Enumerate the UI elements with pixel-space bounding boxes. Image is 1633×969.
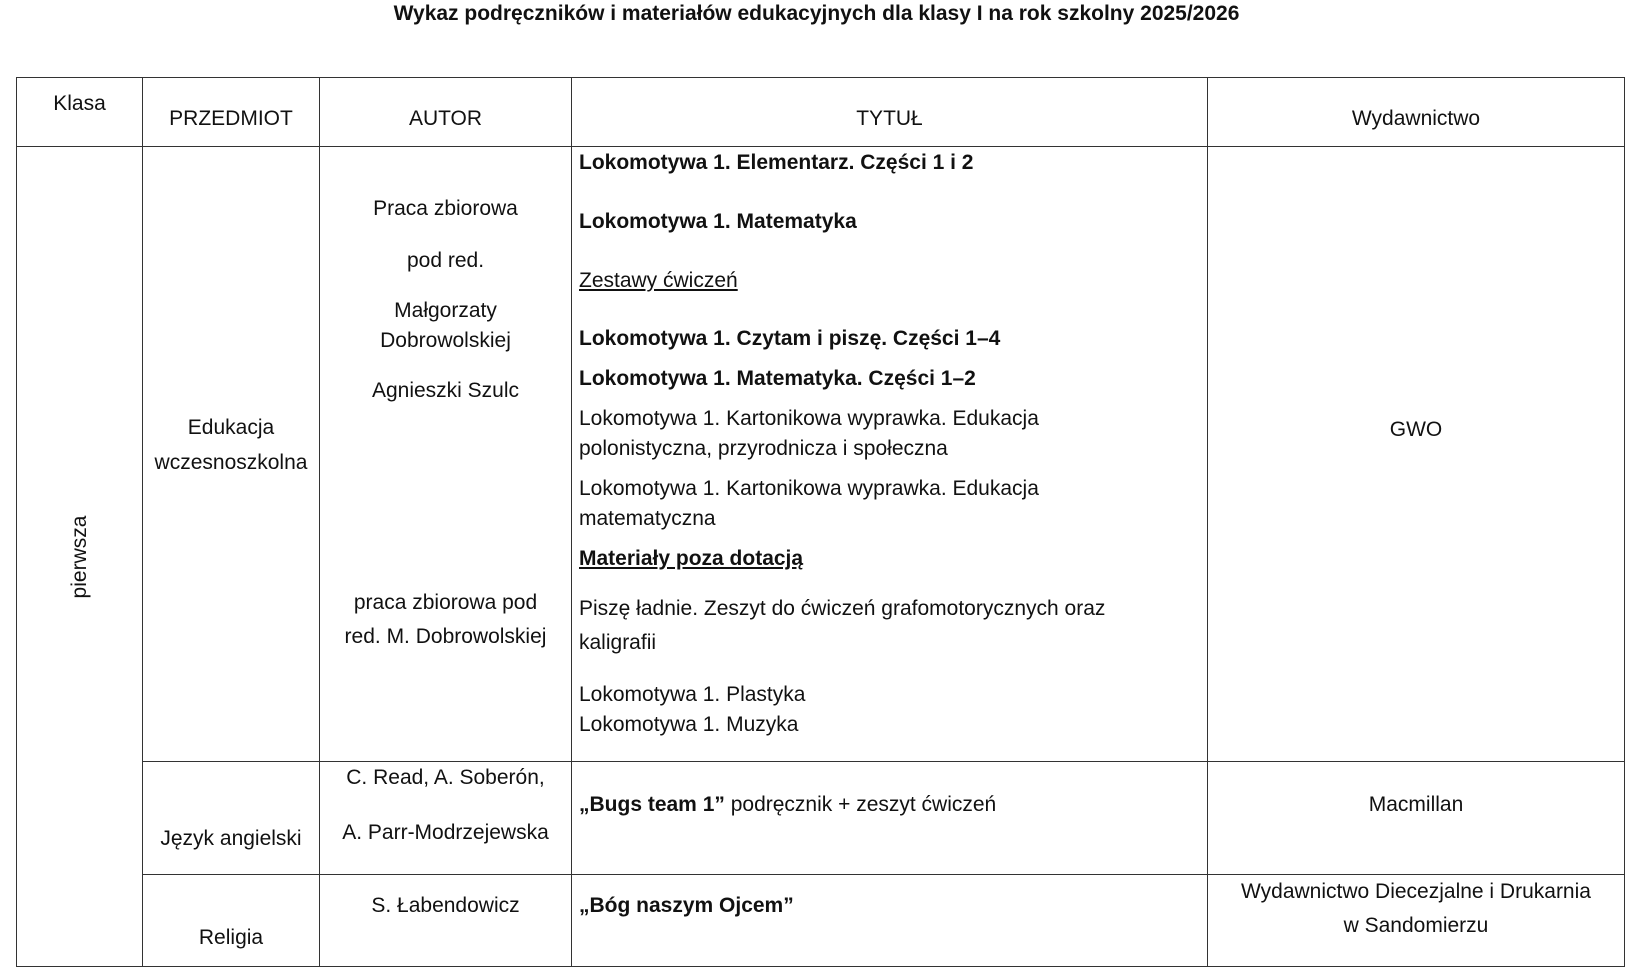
tytul-text: podręcznik + zeszyt ćwiczeń [724,793,997,816]
autor-text: S. Łabendowicz [371,894,520,917]
autor-cell [320,762,572,875]
tytul-text: Piszę ładnie. Zeszyt do ćwiczeń grafomotorycznych oraz [579,597,1106,620]
tytul-cell [572,875,1208,967]
autor-cell [320,147,572,762]
tytul-text: Lokomotywa 1. Kartonikowa wyprawka. Edukacja [579,407,1039,430]
tytul-line [579,790,1207,820]
autor-text: A. Parr-Modrzejewska [342,821,549,844]
tytul-text: polonistyczna, przyrodnicza i społeczna [579,437,948,460]
textbook-table [16,77,1625,967]
table-row [17,875,1625,967]
tytul-text: Lokomotywa 1. Matematyka [579,210,857,233]
table-header-row [17,78,1625,147]
autor-text: Praca zbiorowa [373,197,518,220]
przedmiot-cell [143,875,320,967]
przedmiot-text: Edukacja [187,416,275,439]
autor-text: Małgorzaty [394,299,497,322]
autor-text: pod red. [406,249,485,272]
autor-text: Dobrowolskiej [380,329,511,352]
tytul-cell [572,762,1208,875]
wydawnictwo-text: Macmillan [1368,793,1464,816]
tytul-text: Lokomotywa 1. Kartonikowa wyprawka. Edukacja [579,477,1039,500]
tytul-cell [572,147,1208,762]
tytul-text: Materiały poza dotacją [579,547,804,570]
wydawnictwo-cell [1208,875,1625,967]
klasa-value: pierwsza [67,515,91,598]
tytul-text: kaligrafii [579,631,657,654]
autor-text: Agnieszki Szulc [371,379,520,402]
tytul-bold-text: „Bugs team 1” [579,793,725,816]
przedmiot-text: Religia [198,926,264,949]
przedmiot-text: Język angielski [160,827,302,850]
tytul-text: Lokomotywa 1. Elementarz. Części 1 i 2 [579,151,974,174]
wydawnictwo-cell [1208,762,1625,875]
document-title: Wykaz podręczników i materiałów edukacyjnych dla klasy I na rok szkolny 2025/2026 [393,2,1240,25]
tytul-text: matematyczna [579,507,716,530]
przedmiot-text: wczesnoszkolna [154,451,308,474]
tytul-text: Lokomotywa 1. Plastyka [579,683,806,706]
przedmiot-cell [143,762,320,875]
header-przedmiot: PRZEDMIOT [143,78,320,147]
autor-text: C. Read, A. Soberón, [346,766,545,789]
tytul-text: Lokomotywa 1. Matematyka. Części 1–2 [579,367,976,390]
przedmiot-cell [143,147,320,762]
tytul-text: Lokomotywa 1. Czytam i piszę. Części 1–4 [579,327,1001,350]
wydawnictwo-cell [1208,147,1625,762]
header-tytul: TYTUŁ [572,78,1208,147]
header-autor: AUTOR [320,78,572,147]
wydawnictwo-text: Wydawnictwo Diecezjalne i Drukarnia [1241,880,1591,903]
header-wydawnictwo: Wydawnictwo [1208,78,1625,147]
header-klasa: Klasa [17,78,143,147]
autor-text: red. M. Dobrowolskiej [344,625,547,648]
klasa-cell [17,147,143,967]
table-row [17,147,1625,762]
tytul-text: Zestawy ćwiczeń [579,269,738,292]
autor-cell [320,875,572,967]
tytul-text: „Bóg naszym Ojcem” [579,894,794,917]
wydawnictwo-text: w Sandomierzu [1343,914,1489,937]
table-row [17,762,1625,875]
autor-text: praca zbiorowa pod [353,591,538,614]
tytul-text: Lokomotywa 1. Muzyka [579,713,799,736]
wydawnictwo-text: GWO [1389,418,1443,441]
